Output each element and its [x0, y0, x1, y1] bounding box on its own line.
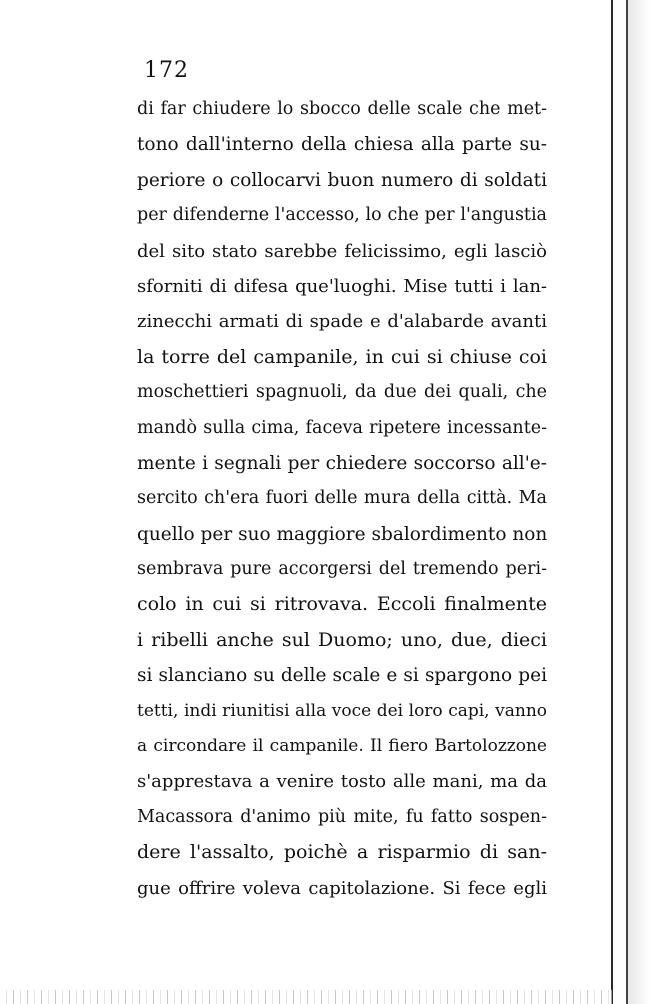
scan-noise	[0, 990, 612, 1004]
text-line: zinecchi armati di spade e d'alabarde avanti	[137, 311, 547, 333]
text-line: s'apprestava a venire tosto alle mani, ma da	[137, 771, 547, 793]
text-line: dere l'assalto, poichè a risparmio di san-	[137, 841, 547, 864]
text-line: mandò sulla cima, faceva ripetere incessante-	[137, 417, 547, 438]
text-line: tetti, indi riunitisi alla voce dei loro capi, vanno	[137, 700, 547, 721]
text-line: per difenderne l'accesso, lo che per l'angustia	[137, 205, 547, 226]
text-line: di far chiudere lo sbocco delle scale che met-	[137, 99, 547, 119]
text-line: quello per suo maggiore sbalordimento non	[137, 523, 548, 545]
text-line: del sito stato sarebbe felicissimo, egli lasciò	[137, 240, 547, 262]
text-line: tono dall'interno della chiesa alla parte su-	[137, 134, 547, 156]
text-line: sembrava pure accorgersi del tremendo peri-	[137, 559, 547, 580]
body-text	[137, 92, 547, 906]
text-line: sforniti di difesa que'luoghi. Mise tutti i lan-	[137, 275, 547, 297]
text-line: sercito ch'era fuori delle mura della città. Ma	[137, 488, 547, 509]
text-line: si slanciano su delle scale e si spargono pei	[137, 665, 547, 687]
text-line: periore o collocarvi buon numero di soldati	[137, 169, 547, 191]
text-line: mente i segnali per chiedere soccorso all'e-	[137, 452, 547, 474]
text-line: la torre del campanile, in cui si chiuse coi	[137, 345, 547, 368]
text-line: Macassora d'animo più mite, fu fatto sospen-	[137, 806, 547, 827]
text-line: gue offrire voleva capitolazione. Si fece egli	[137, 877, 547, 899]
text-line: colo in cui si ritrovava. Eccoli finalmente	[137, 593, 547, 616]
text-line: moschettieri spagnuoli, da due dei quali, che	[137, 382, 547, 403]
text-line: i ribelli anche sul Duomo; uno, due, dieci	[137, 628, 547, 651]
page-edge-shadow	[628, 0, 650, 1004]
text-line: a circondare il campanile. Il fiero Bartolozzone	[137, 736, 547, 757]
page-number: 172	[144, 58, 189, 83]
page-edge-line	[611, 0, 613, 1004]
